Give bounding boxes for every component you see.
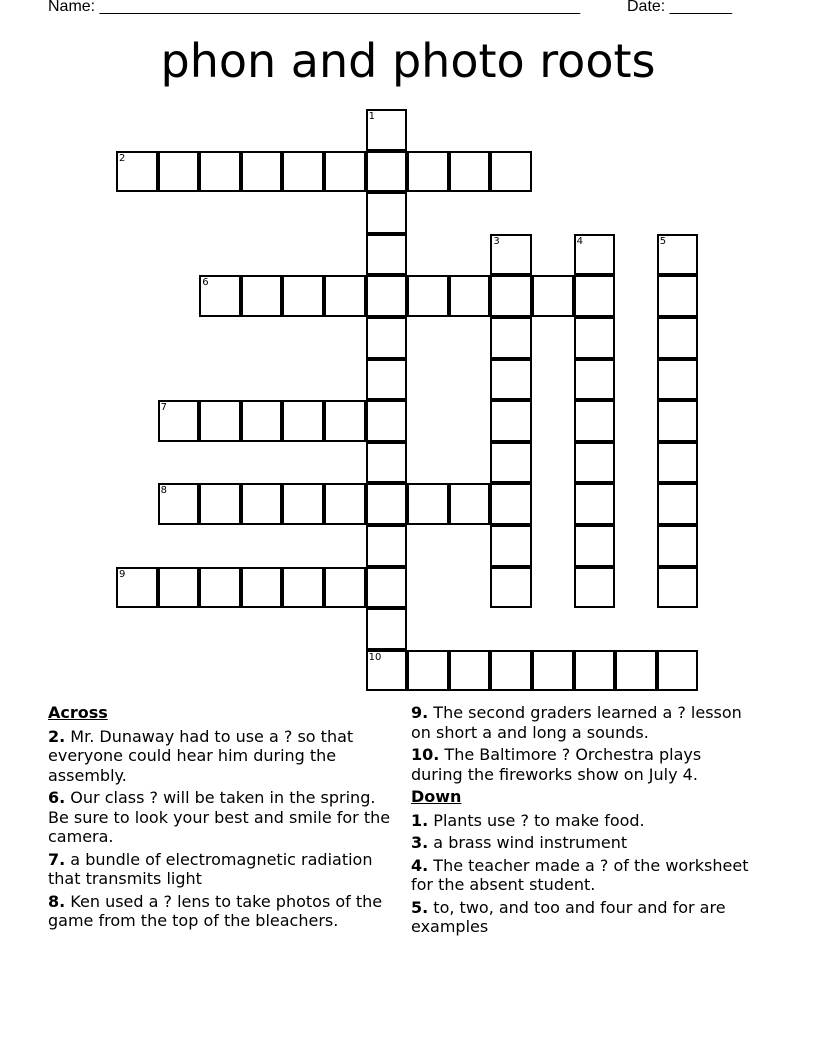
grid-cell[interactable] — [241, 151, 283, 193]
clue-number: 5. — [411, 897, 429, 917]
clue-down-1 — [411, 811, 751, 831]
grid-cell[interactable] — [574, 442, 616, 484]
grid-cell[interactable] — [490, 400, 532, 442]
grid-cell[interactable] — [407, 483, 449, 525]
date-field[interactable]: Date: _______ — [627, 0, 732, 15]
grid-cell[interactable] — [366, 567, 408, 609]
cell-number: 5 — [659, 235, 667, 247]
grid-cell[interactable] — [282, 483, 324, 525]
grid-cell[interactable] — [490, 317, 532, 359]
cell-number: 7 — [160, 402, 167, 414]
clue-number: 3. — [411, 833, 429, 852]
grid-cell[interactable] — [158, 151, 200, 193]
grid-cell[interactable] — [407, 275, 449, 317]
down-heading: Down — [411, 787, 462, 806]
grid-cell[interactable] — [366, 400, 408, 442]
clue-text: Ken used a ? lens to take photos of the game from the top of the bleachers. — [48, 891, 383, 930]
clue-text: The teacher made a ? of the worksheet for the absent student. — [411, 855, 749, 894]
grid-cell[interactable] — [490, 567, 532, 609]
grid-cell[interactable] — [282, 400, 324, 442]
across-heading: Across — [48, 703, 108, 722]
clue-text: The Baltimore ? Orchestra plays during the fireworks show on July 4. — [411, 745, 702, 784]
grid-cell[interactable] — [490, 151, 532, 193]
clue-text: The second graders learned a ? lesson on short a and long a sounds. — [411, 703, 742, 742]
grid-cell[interactable] — [574, 650, 616, 692]
grid-cell[interactable] — [366, 317, 408, 359]
grid-cell[interactable] — [366, 109, 408, 151]
cell-number: 9 — [119, 568, 126, 580]
grid-cell[interactable] — [615, 650, 657, 692]
clue-down-5 — [411, 898, 751, 937]
grid-cell[interactable] — [657, 442, 699, 484]
clue-number: 4. — [411, 855, 429, 875]
clue-across-10 — [411, 745, 751, 784]
grid-cell[interactable] — [657, 317, 699, 359]
grid-cell[interactable] — [532, 650, 574, 692]
clue-text: Our class ? will be taken in the spring. Be sure to look your best and smile for the camera. — [48, 788, 391, 846]
grid-cell[interactable] — [241, 275, 283, 317]
clue-text: to, two, and too and four and for are examples — [411, 897, 726, 936]
grid-cell[interactable] — [116, 151, 158, 193]
clue-across-8 — [48, 892, 398, 931]
grid-cell[interactable] — [199, 483, 241, 525]
grid-cell[interactable] — [490, 483, 532, 525]
cell-number: 10 — [368, 651, 382, 663]
clue-text: Mr. Dunaway had to use a ? so that everyone could hear him during the assembly. — [48, 726, 354, 785]
grid-cell[interactable] — [407, 151, 449, 193]
grid-cell[interactable] — [366, 650, 408, 692]
grid-cell[interactable] — [490, 359, 532, 401]
grid-cell[interactable] — [282, 567, 324, 609]
grid-cell[interactable] — [241, 400, 283, 442]
grid-cell[interactable] — [366, 483, 408, 525]
clue-across-6 — [48, 788, 398, 847]
grid-cell[interactable] — [158, 400, 200, 442]
grid-cell[interactable] — [324, 151, 366, 193]
clue-text: Plants use ? to make food. — [428, 810, 645, 830]
grid-cell[interactable] — [282, 275, 324, 317]
clue-number: 9. — [411, 703, 429, 722]
clue-down-4 — [411, 856, 751, 895]
cell-number: 4 — [576, 235, 583, 247]
grid-cell[interactable] — [574, 483, 616, 525]
grid-cell[interactable] — [490, 442, 532, 484]
grid-cell[interactable] — [574, 275, 616, 317]
grid-cell[interactable] — [657, 234, 699, 276]
grid-cell[interactable] — [490, 650, 532, 692]
grid-cell[interactable] — [366, 608, 408, 650]
clue-text: a brass wind instrument — [428, 833, 628, 852]
cell-number: 1 — [368, 111, 375, 122]
grid-cell[interactable] — [574, 359, 616, 401]
clue-number: 10. — [411, 745, 440, 764]
grid-cell[interactable] — [324, 275, 366, 317]
grid-cell[interactable] — [574, 525, 616, 567]
grid-cell[interactable] — [449, 151, 491, 193]
grid-cell[interactable] — [199, 567, 241, 609]
grid-cell[interactable] — [158, 567, 200, 609]
clues-right-column — [411, 703, 751, 940]
clue-across-7 — [48, 850, 398, 889]
grid-cell[interactable] — [241, 483, 283, 525]
grid-cell[interactable] — [490, 234, 532, 276]
clue-down-3 — [411, 833, 751, 853]
grid-cell[interactable] — [241, 567, 283, 609]
grid-cell[interactable] — [158, 483, 200, 525]
grid-cell[interactable] — [199, 275, 241, 317]
grid-cell[interactable] — [657, 525, 699, 567]
grid-cell[interactable] — [574, 234, 616, 276]
grid-cell[interactable] — [199, 400, 241, 442]
clue-across-2 — [48, 727, 398, 786]
clue-number: 2. — [48, 726, 66, 746]
cell-number: 8 — [160, 485, 167, 497]
clue-text: a bundle of electromagnetic radiation that transmits light — [48, 849, 373, 888]
grid-cell[interactable] — [366, 359, 408, 401]
grid-cell[interactable] — [407, 650, 449, 692]
grid-cell[interactable] — [366, 192, 408, 234]
cell-number: 3 — [493, 235, 500, 247]
clue-number: 8. — [48, 891, 66, 911]
clue-number: 6. — [48, 788, 66, 807]
grid-cell[interactable] — [366, 525, 408, 567]
clues-left-column — [48, 703, 398, 934]
grid-cell[interactable] — [116, 567, 158, 609]
grid-cell[interactable] — [574, 567, 616, 609]
grid-cell[interactable] — [282, 151, 324, 193]
grid-cell[interactable] — [366, 275, 408, 317]
cell-number: 2 — [119, 152, 126, 164]
grid-cell[interactable] — [449, 483, 491, 525]
grid-cell[interactable] — [657, 650, 699, 692]
cell-number: 6 — [202, 277, 209, 289]
grid-cell[interactable] — [657, 483, 699, 525]
page-title: phon and photo roots — [160, 34, 656, 88]
grid-cell[interactable] — [490, 525, 532, 567]
grid-cell[interactable] — [657, 400, 699, 442]
grid-cell[interactable] — [449, 650, 491, 692]
grid-cell[interactable] — [574, 317, 616, 359]
grid-cell[interactable] — [657, 359, 699, 401]
grid-cell[interactable] — [324, 567, 366, 609]
grid-cell[interactable] — [490, 275, 532, 317]
grid-cell[interactable] — [366, 442, 408, 484]
grid-cell[interactable] — [574, 400, 616, 442]
name-field[interactable]: Name: ______________________________________________________ — [48, 0, 581, 15]
clue-across-9 — [411, 703, 751, 742]
grid-cell[interactable] — [532, 275, 574, 317]
grid-cell[interactable] — [366, 234, 408, 276]
grid-cell[interactable] — [449, 275, 491, 317]
grid-cell[interactable] — [657, 567, 699, 609]
grid-cell[interactable] — [324, 483, 366, 525]
grid-cell[interactable] — [366, 151, 408, 193]
grid-cell[interactable] — [657, 275, 699, 317]
grid-cell[interactable] — [324, 400, 366, 442]
clue-number: 7. — [48, 849, 66, 869]
grid-cell[interactable] — [199, 151, 241, 193]
clue-number: 1. — [411, 810, 429, 830]
